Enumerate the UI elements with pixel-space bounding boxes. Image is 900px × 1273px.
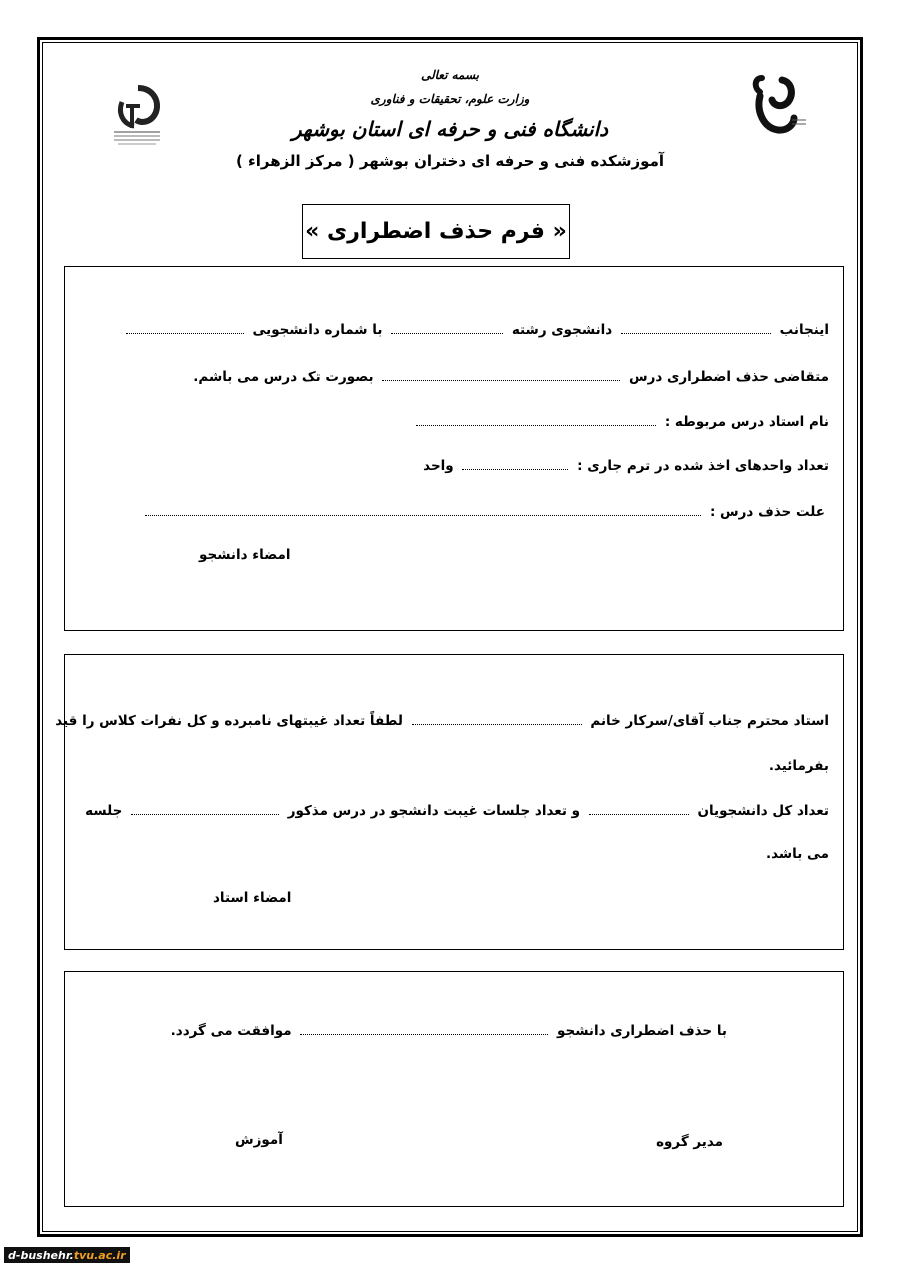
student-signature: امضاء دانشجو [199, 547, 291, 563]
label-approved: موافقت می گردد. [170, 1023, 292, 1040]
instructor-signature: امضاء استاد [213, 890, 292, 906]
website-domain-part: d-bushehr. [8, 1248, 74, 1262]
units-line [79, 457, 829, 474]
approved-student-field[interactable] [300, 1022, 548, 1035]
label-unit: واحد [423, 458, 454, 475]
form-title: « فرم حذف اضطراری » [302, 204, 570, 259]
student-name-field[interactable] [621, 321, 771, 334]
label-total-students: تعداد کل دانشجویان [697, 803, 829, 820]
addressed-instructor-field[interactable] [412, 712, 582, 725]
label-please-state: لطفاً تعداد غیبتهای نامبرده و کل نفرات کلاس را قید [55, 713, 403, 730]
website-domain-accent: tvu.ac.ir [73, 1248, 126, 1262]
label-absences: و تعداد جلسات غیبت دانشجو در درس مذکور [287, 803, 581, 820]
absences-field[interactable] [131, 802, 279, 815]
label-approval: با حذف اضطراری دانشجو [557, 1023, 727, 1040]
major-field[interactable] [391, 321, 503, 334]
label-major: دانشجوی رشته [511, 322, 613, 339]
label-please: بفرمائید. [768, 758, 829, 774]
instructor-line [79, 413, 829, 430]
education-office-signature: آموزش [235, 1132, 283, 1148]
units-field[interactable] [462, 457, 568, 470]
course-name-field[interactable] [382, 368, 620, 381]
label-undersigned: اینجانب [779, 322, 829, 339]
is-line [79, 846, 829, 862]
label-is: می باشد. [765, 846, 829, 862]
course-request-line [79, 368, 829, 385]
label-course-request: متقاضی حذف اضطراری درس [629, 369, 829, 386]
label-instructor-name: نام استاد درس مربوطه : [664, 414, 829, 431]
total-students-field[interactable] [589, 802, 689, 815]
website-tag [4, 1247, 130, 1263]
reason-line [79, 503, 825, 520]
label-single-course: بصورت تک درس می باشم. [193, 369, 374, 386]
college-name: آموزشکده فنی و حرفه ای دختران بوشهر ( مرکز الزهراء ) [235, 152, 665, 170]
ministry-name: وزارت علوم، تحقیقات و فناوری [370, 92, 530, 106]
approval-section [64, 971, 844, 1207]
bismillah-text: بسمه تعالی [420, 68, 480, 82]
instructor-name-field[interactable] [416, 413, 656, 426]
group-manager-signature: مدیر گروه [656, 1134, 723, 1150]
student-number-field[interactable] [126, 321, 244, 334]
label-units-taken: تعداد واحدهای اخذ شده در ترم جاری : [577, 458, 829, 475]
student-request-section [64, 266, 844, 631]
student-info-line [79, 321, 829, 338]
approval-line [170, 1022, 727, 1040]
label-reason: علت حذف درس : [709, 504, 825, 521]
label-dear-instructor: استاد محترم جناب آقای/سرکار خانم [590, 713, 829, 730]
instructor-request-line [55, 712, 829, 730]
label-student-number: با شماره دانشجویی [252, 322, 383, 339]
university-name: دانشگاه فنی و حرفه ای استان بوشهر [291, 117, 609, 141]
label-sessions: جلسه [85, 803, 123, 820]
instructor-section [55, 654, 844, 950]
reason-field[interactable] [145, 503, 701, 516]
attendance-line [79, 802, 829, 819]
please-line [79, 758, 829, 774]
